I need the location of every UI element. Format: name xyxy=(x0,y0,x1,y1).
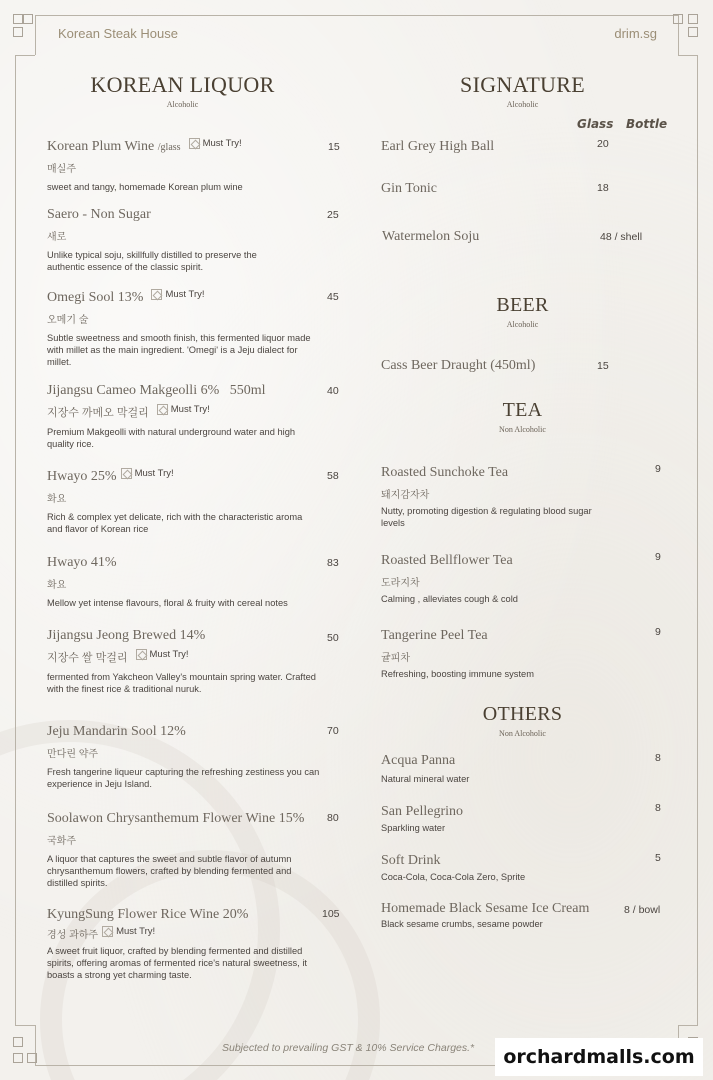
menu-item-soft-drink: Soft Drink Coca-Cola, Coca-Cola Zero, Sprite xyxy=(381,853,526,882)
price: 20 xyxy=(597,138,609,150)
price: 40 xyxy=(327,385,339,397)
price: 58 xyxy=(327,470,339,482)
price: 15 xyxy=(597,360,609,372)
price: 9 xyxy=(655,463,661,475)
menu-item-earl-grey-highball: Earl Grey High Ball xyxy=(381,139,495,154)
price: 8 xyxy=(655,752,661,764)
must-try-icon xyxy=(121,468,132,479)
must-try-badge: Must Try! xyxy=(136,649,189,660)
restaurant-name: Korean Steak House xyxy=(58,26,178,41)
column-header-bottle: Bottle xyxy=(626,117,668,131)
section-subtitle-tea: Non Alcoholic xyxy=(499,425,546,434)
price: 5 xyxy=(655,852,661,864)
must-try-icon xyxy=(157,404,168,415)
price: 48 / shell xyxy=(600,231,643,243)
menu-item-sunchoke-tea: Roasted Sunchoke Tea 돼지감자차 Nutty, promoting digestion & regulating blood sugar levels xyxy=(381,465,592,528)
price: 25 xyxy=(327,209,339,221)
menu-item-tangerine-tea: Tangerine Peel Tea 귤피차 Refreshing, boosting immune system xyxy=(381,628,534,679)
must-try-icon xyxy=(189,138,200,149)
price: 18 xyxy=(597,182,609,194)
price: 50 xyxy=(327,632,339,644)
menu-item-hwayo-41: Hwayo 41% 화요 Mellow yet intense flavours, floral & fruity with cereal notes xyxy=(47,555,288,608)
menu-item-jijangsu-jeong: Jijangsu Jeong Brewed 14% 지장수 쌀 막걸리 Must Try! fermented from Yakcheon Valley's mountain spring water. Crafted with the finest rice & traditional nuruk. xyxy=(47,628,316,694)
menu-item-kyungsung: KyungSung Flower Rice Wine 20% 경성 과하주 Must Try! A sweet fruit liquor, crafted by blending fermented and distilled spirits, offering aromas of fermented rice's natural sweetness, it boasts a strong yet charming taste. xyxy=(47,907,307,980)
menu-item-omegi-sool: Omegi Sool 13% Must Try! 오메기 술 Subtle sweetness and smooth finish, this fermented liquor made with millet as the main ingredient. 'Omegi' is a Jeju dialect for millet. xyxy=(47,289,311,367)
section-subtitle-korean-liquor: Alcoholic xyxy=(166,100,199,109)
section-title-korean-liquor: KOREAN LIQUOR xyxy=(90,72,275,97)
menu-item-saero: Saero - Non Sugar 새로 Unlike typical soju, skillfully distilled to preserve the authentic essence of the classic spirit. xyxy=(47,207,257,272)
section-subtitle-others: Non Alcoholic xyxy=(499,729,546,738)
menu-item-san-pellegrino: San Pellegrino Sparkling water xyxy=(381,804,464,833)
column-header-glass: Glass xyxy=(577,117,614,131)
section-title-others: OTHERS xyxy=(482,703,563,725)
menu-item-bellflower-tea: Roasted Bellflower Tea 도라지차 Calming , alleviates cough & cold xyxy=(381,553,518,604)
section-title-beer: BEER xyxy=(496,294,549,316)
price: 80 xyxy=(327,812,339,824)
price: 8 / bowl xyxy=(624,904,661,916)
menu-item-watermelon-soju: Watermelon Soju xyxy=(382,229,480,244)
menu-item-cass-beer: Cass Beer Draught (450ml) xyxy=(381,358,536,373)
section-title-signature: SIGNATURE xyxy=(460,72,585,97)
price: 105 xyxy=(322,908,340,920)
menu-item-korean-plum-wine: Korean Plum Wine /glass Must Try! 매실주 sweet and tangy, homemade Korean plum wine xyxy=(47,138,243,192)
watermark-label: orchardmalls.com xyxy=(495,1038,703,1076)
website-link[interactable]: drim.sg xyxy=(614,26,657,41)
must-try-icon xyxy=(151,289,162,300)
must-try-badge: Must Try! xyxy=(121,468,174,479)
menu-item-soolawon: Soolawon Chrysanthemum Flower Wine 15% 국화주 A liquor that captures the sweet and subtle flavor of autumn chrysanthemum flowers, crafted by blending fermented and distilled spirits. xyxy=(47,811,305,888)
section-subtitle-signature: Alcoholic xyxy=(506,100,539,109)
price: 9 xyxy=(655,551,661,563)
price: 15 xyxy=(328,141,340,153)
must-try-badge: Must Try! xyxy=(189,138,242,149)
price: 8 xyxy=(655,802,661,814)
must-try-icon xyxy=(136,649,147,660)
menu-item-black-sesame-ice-cream: Homemade Black Sesame Ice Cream Black sesame crumbs, sesame powder xyxy=(381,901,590,929)
section-title-tea: TEA xyxy=(502,399,543,421)
menu-item-jijangsu-cameo: Jijangsu Cameo Makgeolli 6% 550ml 지장수 까메오 막걸리 Must Try! Premium Makgeolli with natural underground water and high quality rice. xyxy=(47,383,296,449)
menu-item-jeju-mandarin: Jeju Mandarin Sool 12% 만다린 약주 Fresh tangerine liqueur capturing the refreshing zestiness you can experience in Jeju Island. xyxy=(47,724,320,789)
must-try-icon xyxy=(102,926,113,937)
footer-tax-note: Subjected to prevailing GST & 10% Service Charges.* xyxy=(222,1042,475,1054)
menu-item-gin-tonic: Gin Tonic xyxy=(381,181,437,196)
price: 45 xyxy=(327,291,339,303)
must-try-badge: Must Try! xyxy=(151,289,204,300)
section-subtitle-beer: Alcoholic xyxy=(506,320,539,329)
price: 70 xyxy=(327,725,339,737)
must-try-badge: Must Try! xyxy=(102,926,155,937)
must-try-badge: Must Try! xyxy=(157,404,210,415)
menu-item-hwayo-25: Hwayo 25% Must Try! 화요 Rich & complex yet delicate, rich with the characteristic aroma and flavor of Korean rice xyxy=(47,468,303,534)
menu-item-acqua-panna: Acqua Panna Natural mineral water xyxy=(381,753,470,784)
price: 83 xyxy=(327,557,339,569)
price: 9 xyxy=(655,626,661,638)
